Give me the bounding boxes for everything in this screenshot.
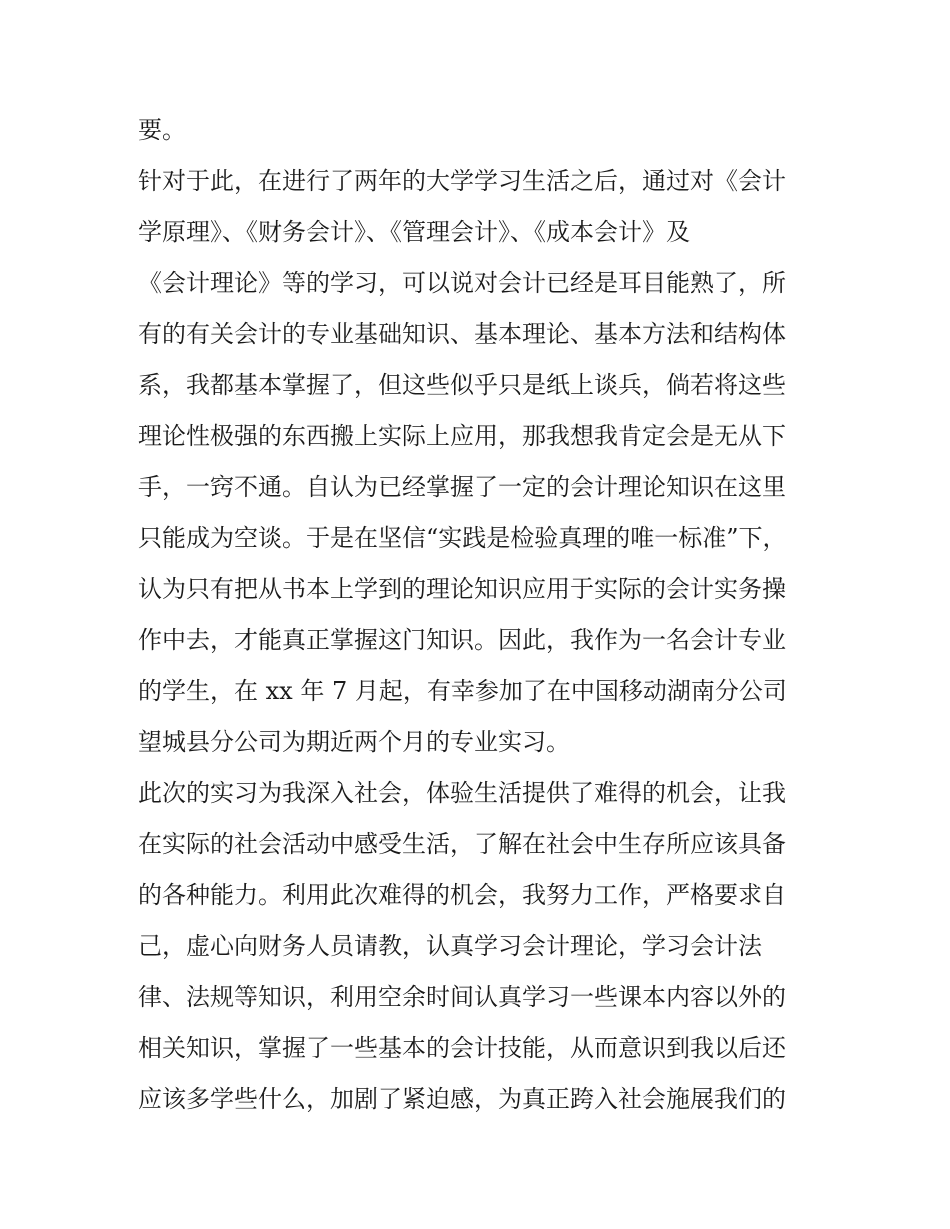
text-line: 此次的实习为我深入社会，体验生活提供了难得的机会，让我 (138, 779, 786, 807)
text-line: 在实际的社会活动中感受生活，了解在社会中生存所应该具备 (138, 830, 786, 858)
text-line: 己，虚心向财务人员请教，认真学习会计理论，学习会计法 (138, 932, 762, 960)
text-line: 理论性极强的东西搬上实际上应用，那我想我肯定会是无从下 (138, 422, 786, 450)
text-line: 针对于此，在进行了两年的大学学习生活之后，通过对《会计 (138, 167, 786, 195)
text-line: 相关知识，掌握了一些基本的会计技能，从而意识到我以后还 (138, 1034, 786, 1062)
text-line: 有的有关会计的专业基础知识、基本理论、基本方法和结构体 (138, 320, 786, 348)
text-line: 的各种能力。利用此次难得的机会，我努力工作，严格要求自 (138, 881, 786, 909)
body-text (138, 105, 828, 1125)
text-line: 系，我都基本掌握了，但这些似乎只是纸上谈兵，倘若将这些 (138, 371, 786, 399)
text-line: 作中去，才能真正掌握这门知识。因此，我作为一名会计专业 (138, 626, 786, 654)
text-line: 手，一窍不通。自认为已经掌握了一定的会计理论知识在这里 (138, 473, 786, 501)
text-line: 的学生，在 xx 年 7 月起，有幸参加了在中国移动湖南分公司 (138, 677, 787, 705)
text-line: 认为只有把从书本上学到的理论知识应用于实际的会计实务操 (138, 575, 786, 603)
text-line: 应该多学些什么，加剧了紧迫感，为真正跨入社会施展我们的 (138, 1085, 786, 1113)
text-line: 望城县分公司为期近两个月的专业实习。 (138, 728, 570, 756)
text-line: 只能成为空谈。于是在坚信“实践是检验真理的唯一标准”下， (138, 524, 787, 552)
text-line: 学原理》、《财务会计》、《管理会计》、《成本会计》及 (138, 218, 690, 246)
text-line: 律、法规等知识，利用空余时间认真学习一些课本内容以外的 (138, 983, 786, 1011)
text-line: 要。 (138, 116, 186, 144)
text-line: 《会计理论》等的学习，可以说对会计已经是耳目能熟了，所 (138, 269, 786, 297)
